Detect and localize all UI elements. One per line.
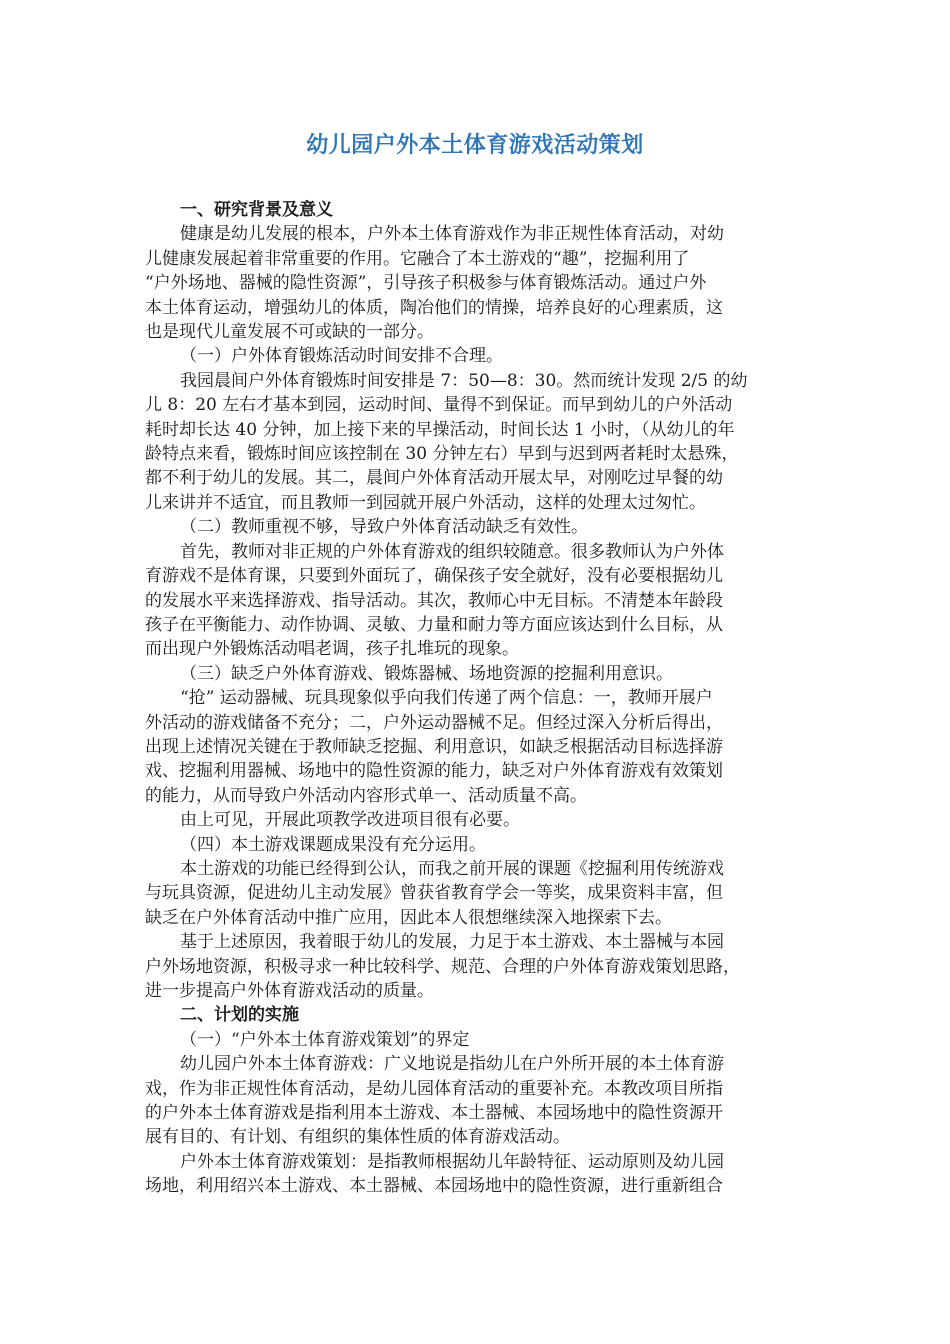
paragraph-line: 也是现代儿童发展不可或缺的一部分。 xyxy=(145,322,434,343)
paragraph-line: 户外本土体育游戏策划：是指教师根据幼儿年龄特征、运动原则及幼儿园 xyxy=(180,1151,724,1172)
text-run: 外活动的游戏储备不充分；二， xyxy=(145,712,383,733)
sub-heading: （一）户外体育锻炼活动时间安排不合理。 xyxy=(180,346,503,367)
paragraph-line: 龄特点来看，锻炼时间应该控制在 30 分钟左右）早到与迟到两者耗时太悬殊， xyxy=(145,444,739,465)
paragraph-line: 健康是幼儿发展的根本，户外本土体育游戏作为非正规性体育活动，对幼 xyxy=(180,224,724,245)
paragraph-line: 而出现户外锻炼活动唱老调，孩子扎堆玩的现象。 xyxy=(145,639,519,660)
sub-heading: （一）“户外本土体育游戏策划”的界定 xyxy=(180,1029,470,1050)
paragraph-line: 本土游戏的功能已经得到公认，而我之前开展的课题《挖掘利用传统游戏 xyxy=(180,858,724,879)
paragraph-line: 进一步提高户外体育游戏活动的质量。 xyxy=(145,981,434,1001)
paragraph-line: 耗时却长达 40 分钟，加上接下来的早操活动，时间长达 1 小时，（从幼儿的年 xyxy=(145,419,735,440)
text-run-sans: 户外 xyxy=(383,712,417,733)
paragraph-line: “户外场地、器械的隐性资源”，引导孩子积极参与体育锻炼活动。通过户外 xyxy=(145,273,707,294)
paragraph-line: 基于上述原因，我着眼于幼儿的发展，力足于本土游戏、本土器械与本园 xyxy=(180,932,724,953)
section-heading: 一、研究背景及意义 xyxy=(180,200,333,220)
paragraph-line: 本土体育运动，增强幼儿的体质，陶冶他们的情操，培养良好的心理素质，这 xyxy=(145,297,723,318)
paragraph-line: 都不利于幼儿的发展。其二，晨间户外体育活动开展太早，对刚吃过早餐的幼 xyxy=(145,468,723,489)
paragraph-line: 孩子在平衡能力、动作协调、灵敏、力量和耐力等方面应该达到什么目标，从 xyxy=(145,614,723,635)
text-run: 。但经过深入分析后得出， xyxy=(519,712,723,733)
paragraph-line: 缺乏在户外体育活动中推广应用，因此本人很想继续深入地探索下去。 xyxy=(145,907,672,928)
paragraph-line: 幼儿园户外本土体育游戏：广义地说是指幼儿在户外所开展的本土体育游 xyxy=(180,1054,724,1075)
paragraph-line: 育游戏不是体育课，只要到外面玩了，确保孩子安全就好，没有必要根据幼儿 xyxy=(145,566,723,587)
paragraph-line: 儿 8：20 左右才基本到园，运动时间、量得不到保证。而早到幼儿的户外活动 xyxy=(145,395,733,416)
paragraph-line: 户外场地资源，积极寻求一种比较科学、规范、合理的户外体育游戏策划思路， xyxy=(145,956,740,977)
paragraph-line: 的户外本土体育游戏是指利用本土游戏、本土器械、本园场地中的隐性资源开 xyxy=(145,1103,723,1124)
paragraph-line: “抢” 运动器械、玩具现象似乎向我们传递了两个信息：一，教师开展户 xyxy=(180,688,713,709)
paragraph-line: 展有目的、有计划、有组织的集体性质的体育游戏活动。 xyxy=(145,1127,570,1148)
paragraph-line: 儿来讲并不适宜，而且教师一到园就开展户外活动，这样的处理太过匆忙。 xyxy=(145,492,706,513)
paragraph-line: 由上可见，开展此项教学改进项目很有必要。 xyxy=(180,810,520,831)
paragraph-line: 儿健康发展起着非常重要的作用。它融合了本土游戏的“趣”，挖掘利用了 xyxy=(145,248,690,269)
paragraph-line: 场地，利用绍兴本土游戏、本土器械、本园场地中的隐性资源，进行重新组合 xyxy=(145,1176,723,1197)
sub-heading: （二）教师重视不够，导致户外体育活动缺乏有效性。 xyxy=(180,517,588,538)
sub-heading: （四）本土游戏课题成果没有充分运用。 xyxy=(180,834,486,855)
paragraph-line: 的发展水平来选择游戏、指导活动。其次，教师心中无目标。不清楚本年龄段 xyxy=(145,590,723,611)
paragraph-line: 我园晨间户外体育锻炼时间安排是 7：50—8：30。然而统计发现 2/5 的幼 xyxy=(180,370,748,391)
paragraph-line-mixed xyxy=(145,711,805,735)
paragraph-line: 戏，作为非正规性体育活动，是幼儿园体育活动的重要补充。本教改项目所指 xyxy=(145,1078,723,1099)
text-run: 运动器械 xyxy=(417,712,485,733)
text-run-sans: 不足 xyxy=(485,712,519,733)
paragraph-line: 出现上述情况关键在于教师缺乏挖掘、利用意识，如缺乏根据活动目标选择游 xyxy=(145,736,723,757)
paragraph-line: 的能力，从而导致户外活动内容形式单一、活动质量不高。 xyxy=(145,785,587,806)
document-page xyxy=(145,130,805,1199)
sub-heading: （三）缺乏户外体育游戏、锻炼器械、场地资源的挖掘利用意识。 xyxy=(180,663,673,684)
paragraph-line: 与玩具资源，促进幼儿主动发展》曾获省教育学会一等奖，成果资料丰富，但 xyxy=(145,883,723,904)
section-heading: 二、计划的实施 xyxy=(180,1005,299,1026)
document-title: 幼儿园户外本土体育游戏活动策划 xyxy=(306,133,644,158)
paragraph-line: 首先，教师对非正规的户外体育游戏的组织较随意。很多教师认为户外体 xyxy=(180,541,724,562)
paragraph-line: 戏、挖掘利用器械、场地中的隐性资源的能力，缺乏对户外体育游戏有效策划 xyxy=(145,761,723,782)
